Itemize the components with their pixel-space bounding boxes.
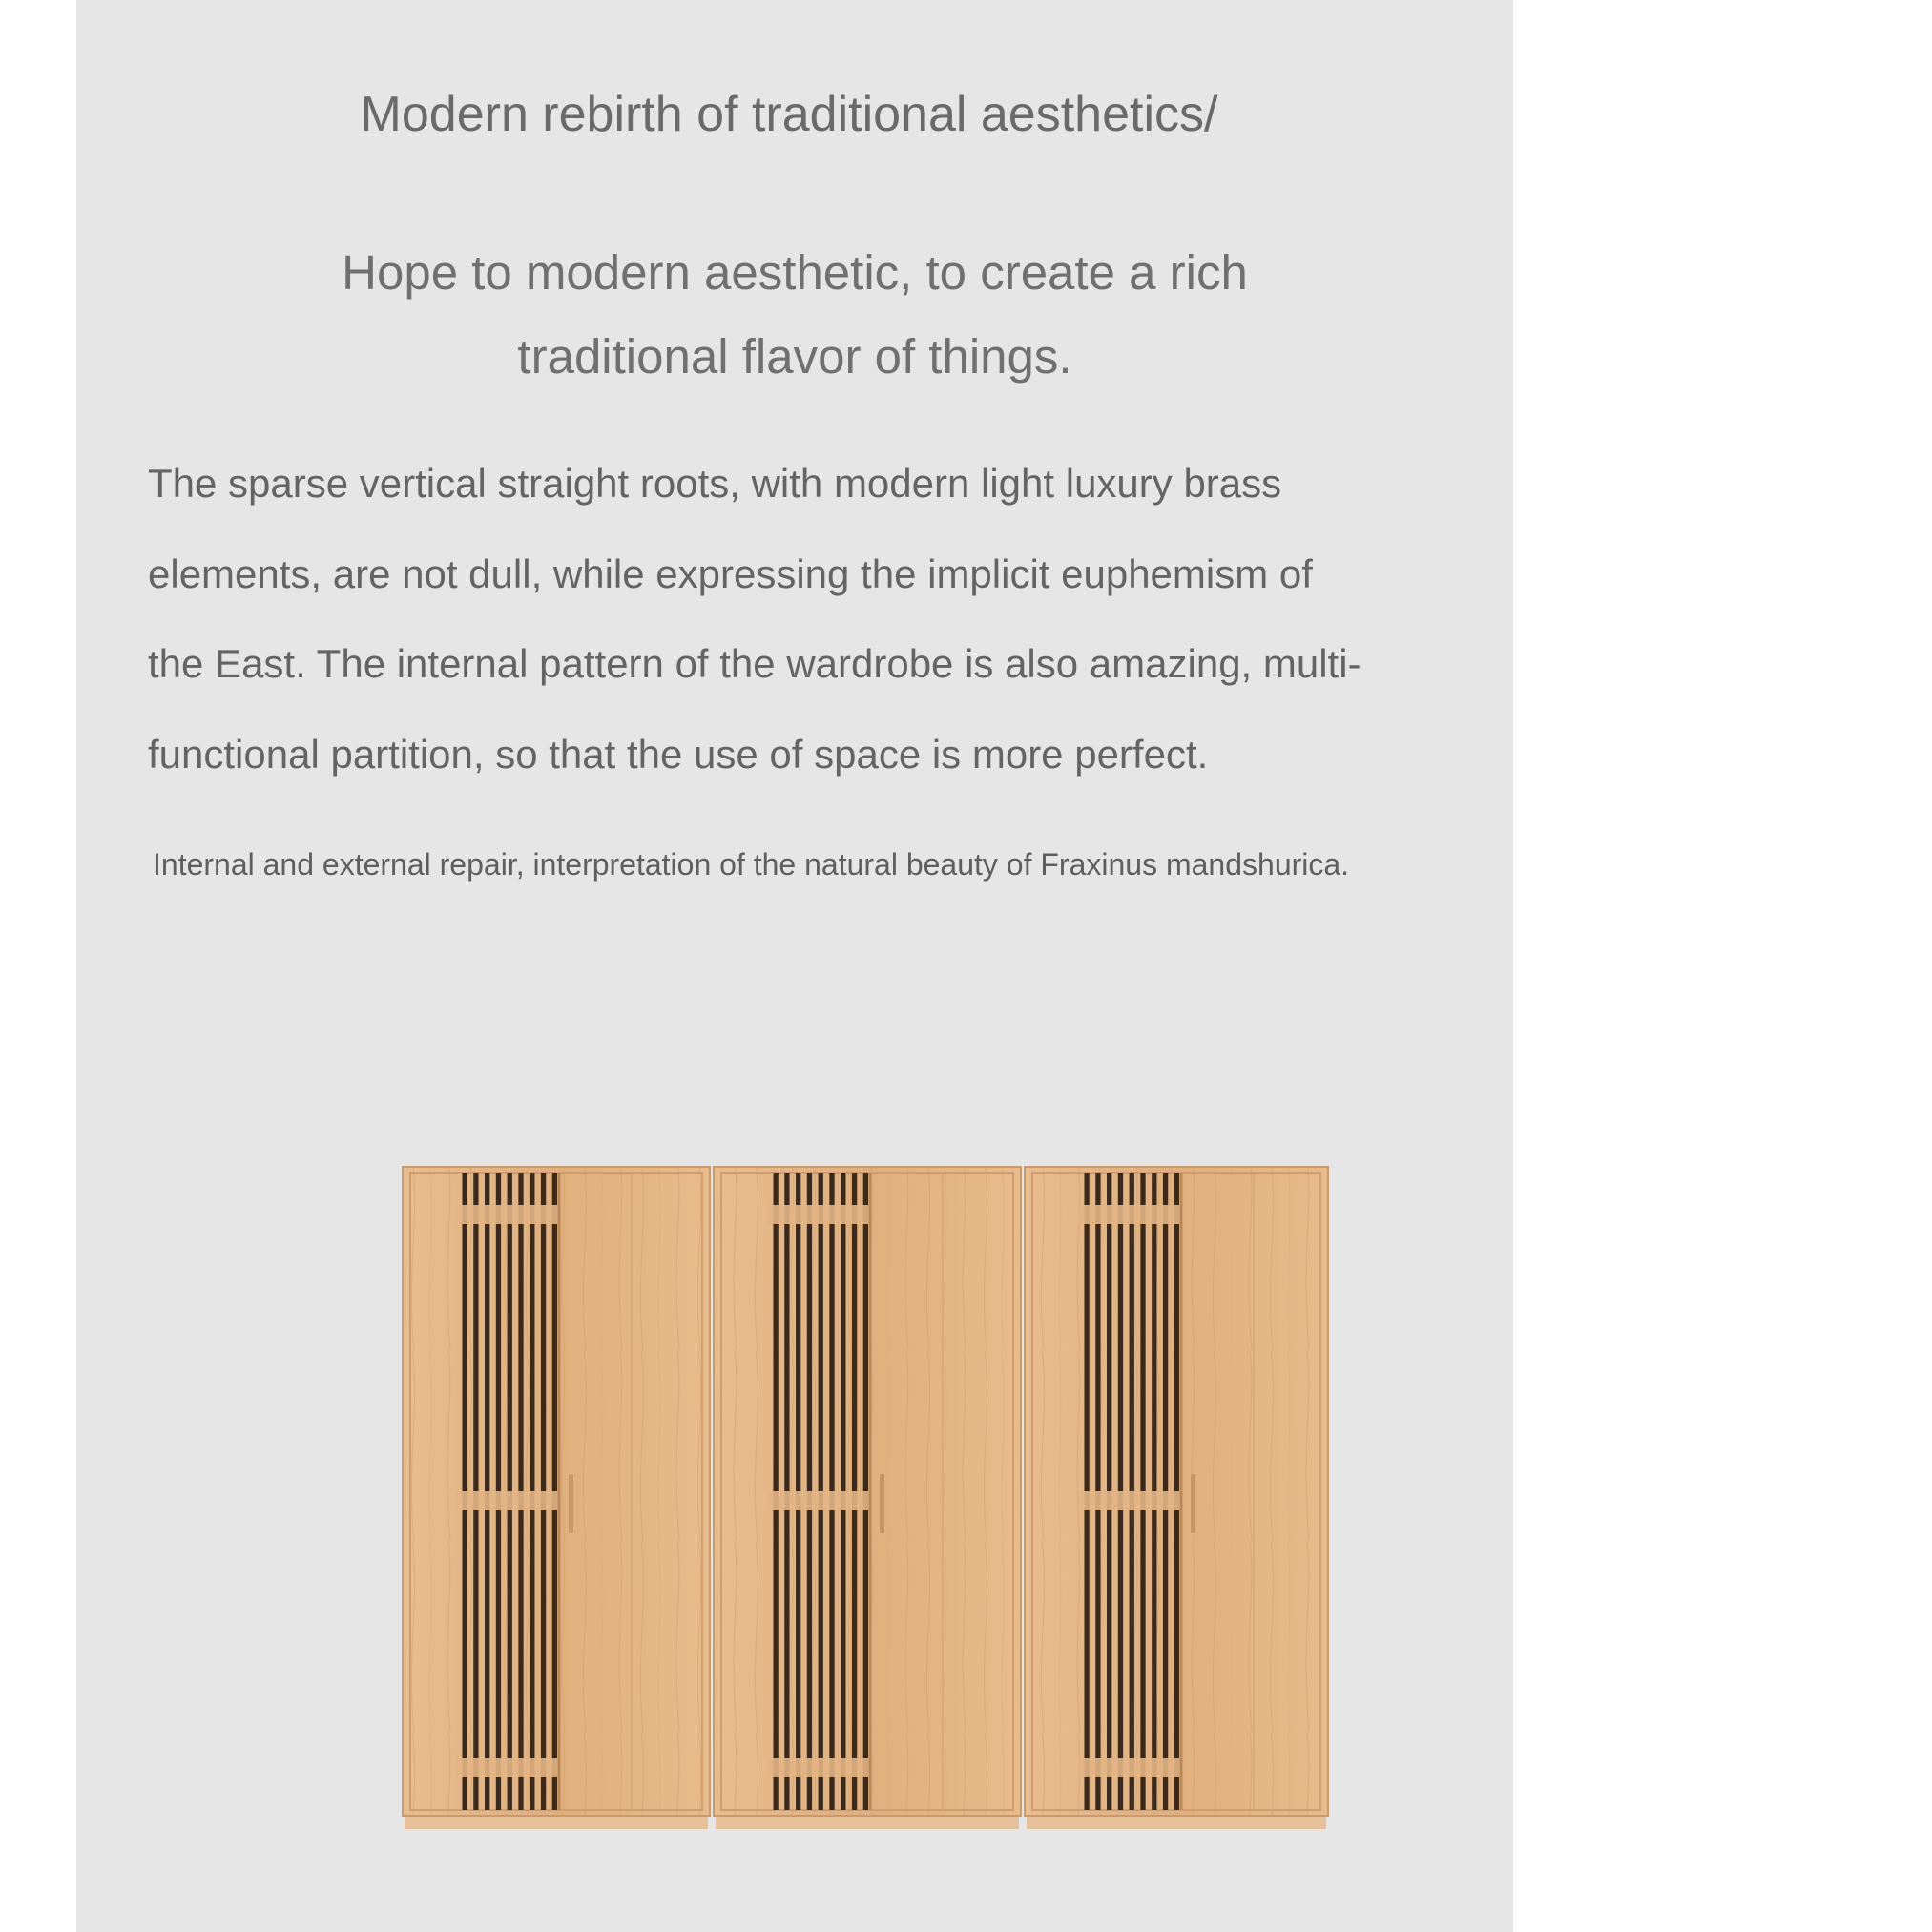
slat-rail	[767, 1491, 868, 1510]
door-handle	[880, 1474, 884, 1533]
description-line-1: The sparse vertical straight roots, with modern light luxury brass	[148, 461, 1282, 506]
door-handle	[1191, 1474, 1195, 1533]
door-handle	[569, 1474, 573, 1533]
description-line-4: functional partition, so that the use of space is more perfect.	[148, 731, 1209, 777]
slat-rail	[767, 1758, 868, 1777]
wardrobe-plinth	[405, 1816, 708, 1829]
description-line-3: the East. The internal pattern of the wardrobe is also amazing, multi-	[148, 641, 1361, 686]
page-title	[76, 84, 1513, 145]
slat-rail	[1078, 1491, 1179, 1510]
wardrobe-plinth	[1027, 1816, 1326, 1829]
subtitle-line-1: Hope to modern aesthetic, to create a rich	[342, 245, 1248, 300]
slat-rail	[1078, 1205, 1179, 1224]
slat-rail	[456, 1491, 557, 1510]
slat-rail	[456, 1758, 557, 1777]
content-panel	[76, 0, 1513, 1932]
wardrobe-plinth	[716, 1816, 1019, 1829]
wardrobe-product-image	[324, 1159, 1336, 1846]
description-line-2: elements, are not dull, while expressing the implicit euphemism of	[148, 551, 1313, 596]
slat-rail	[456, 1205, 557, 1224]
subtitle-line-2: traditional flavor of things.	[517, 329, 1072, 384]
page-title-text: Modern rebirth of traditional aesthetics/	[360, 87, 1218, 142]
description	[148, 439, 1503, 800]
caption: Internal and external repair, interpretation of the natural beauty of Fraxinus mandshurica.	[153, 847, 1350, 882]
slat-rail	[767, 1205, 868, 1224]
subtitle	[76, 231, 1513, 399]
slat-rail	[1078, 1758, 1179, 1777]
